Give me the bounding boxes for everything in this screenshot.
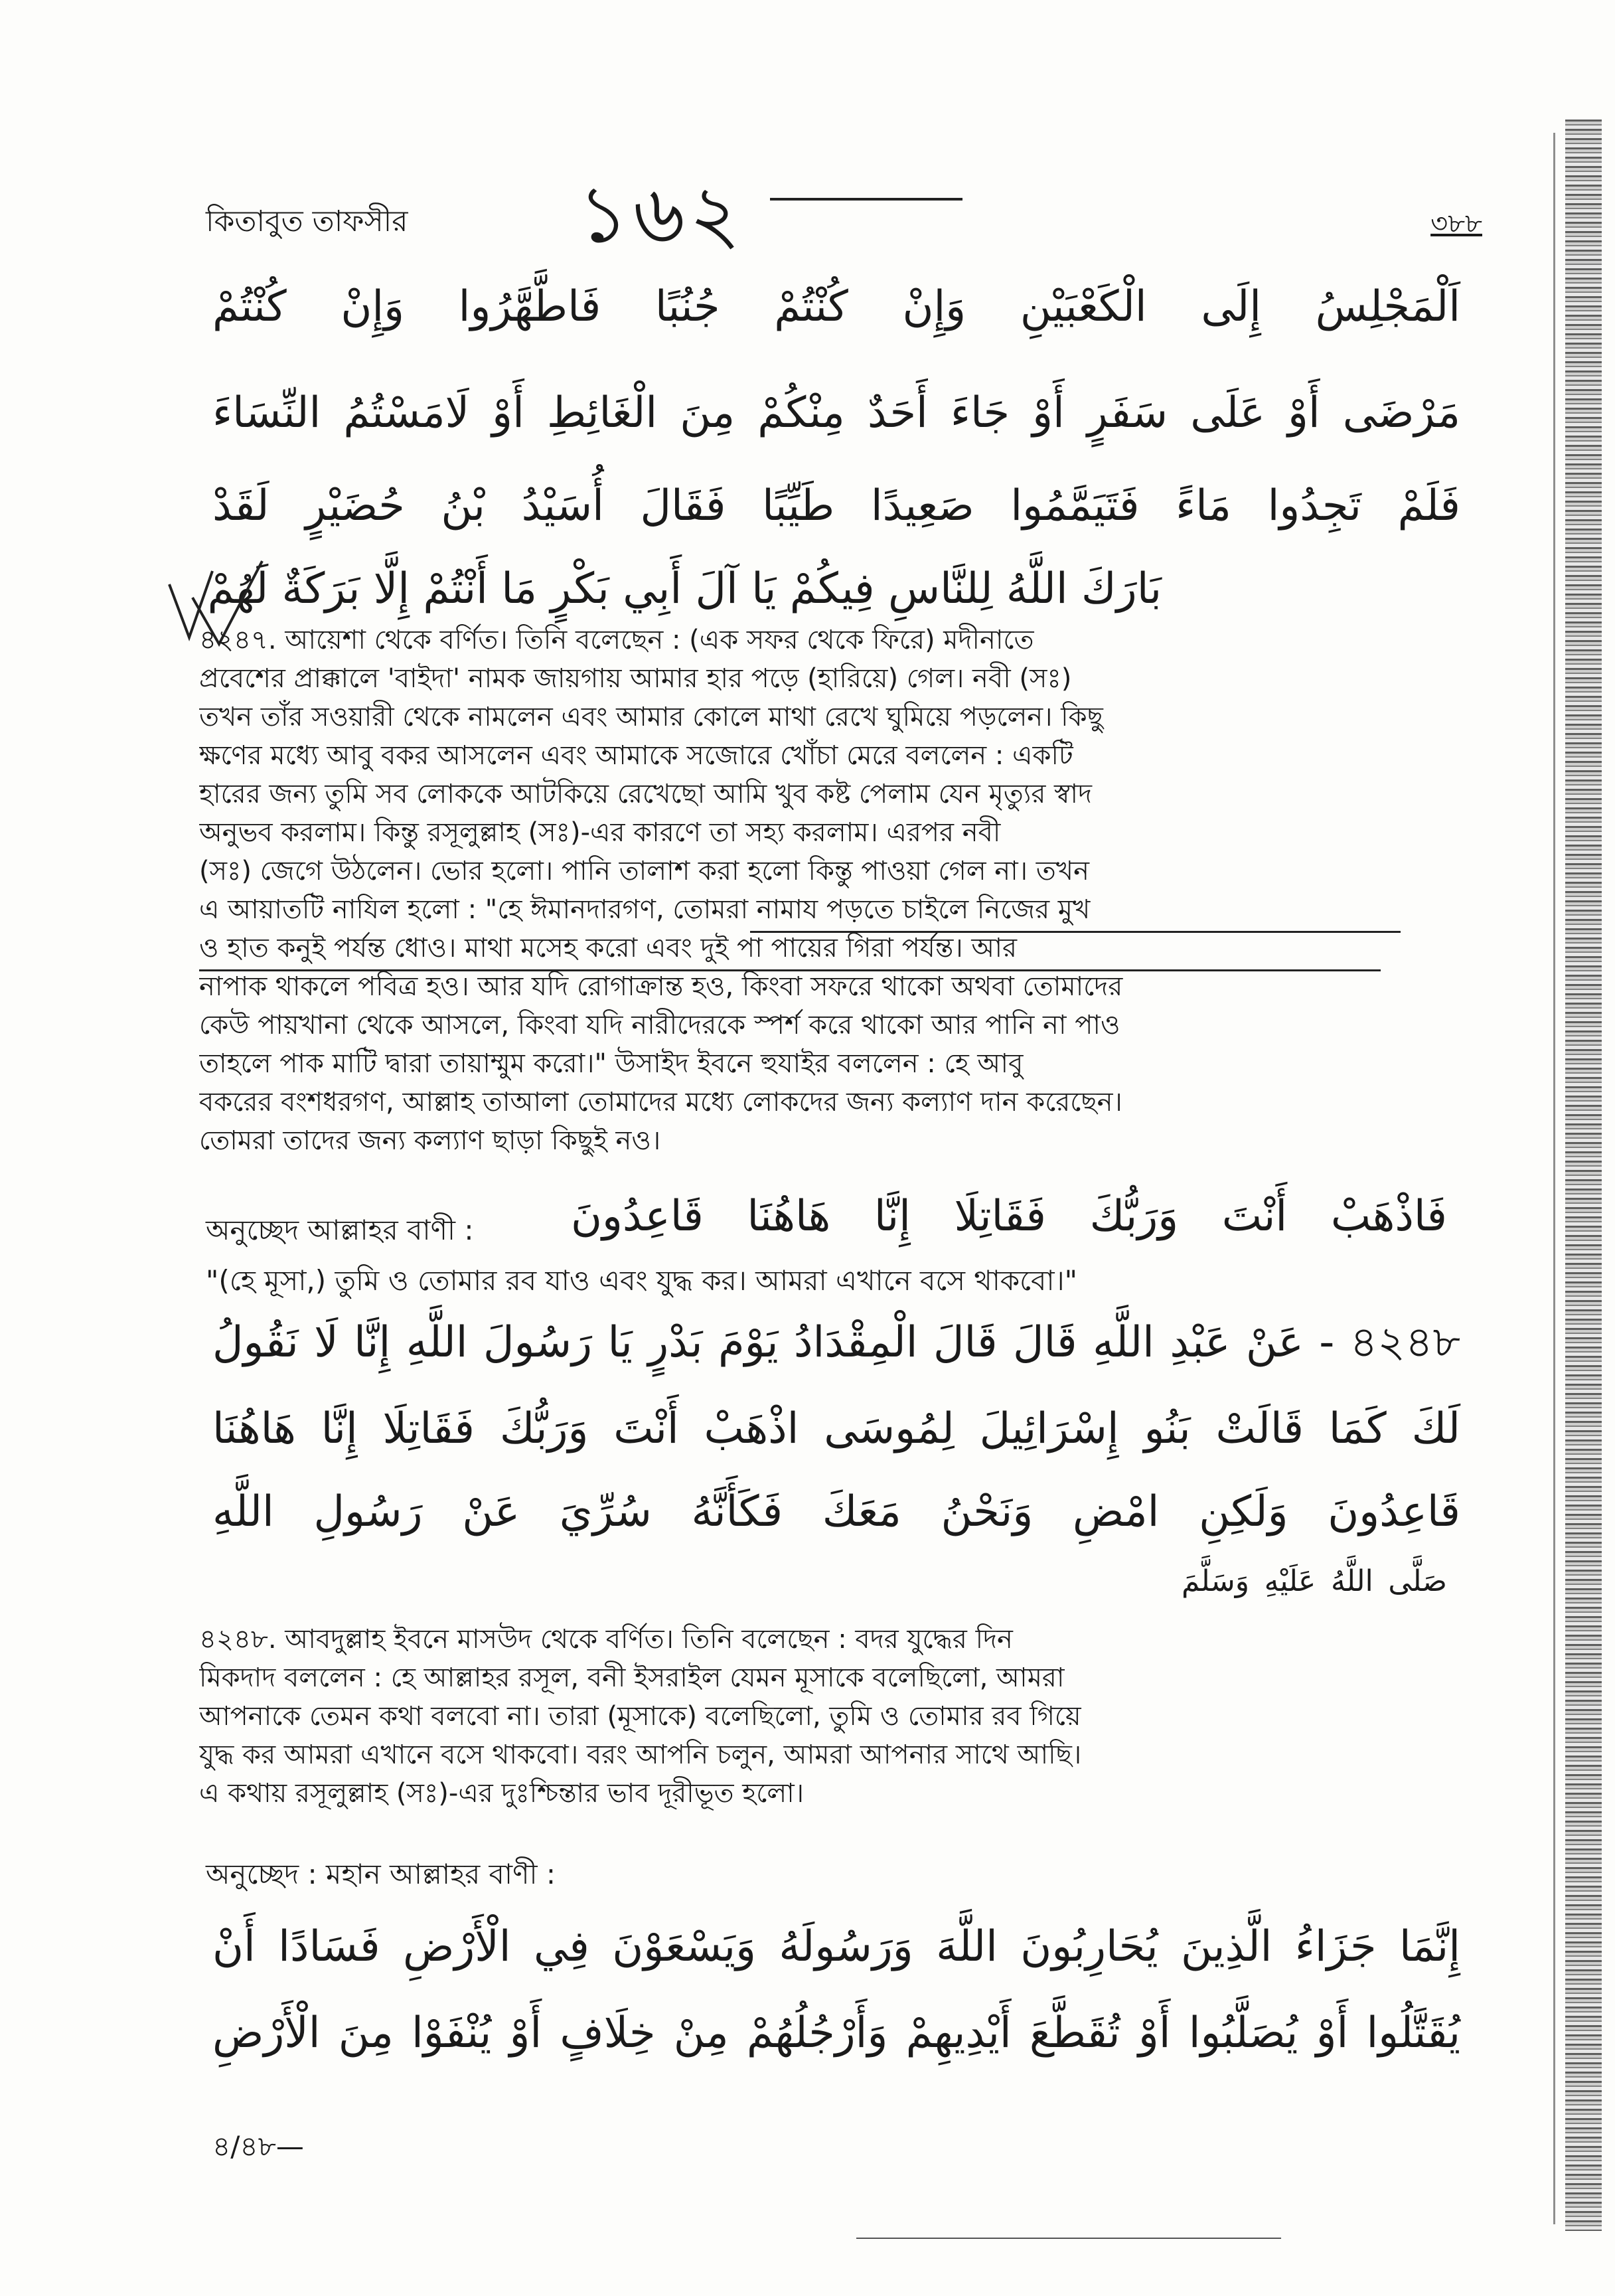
text-line: অনুভব করলাম। কিন্তু রসূলুল্লাহ (সঃ)-এর কারণে তা সহ্য করলাম। এরপর নবী xyxy=(199,817,1001,848)
text-line: প্রবেশের প্রাক্কালে 'বাইদা' নামক জায়গায় আমার হার পড়ে (হারিয়ে) গেল। নবী (সঃ) xyxy=(199,663,1072,694)
bottom-rule xyxy=(856,2238,1281,2239)
hadith-4248 xyxy=(199,1620,1467,1813)
pen-underline xyxy=(750,931,1401,933)
pen-underline xyxy=(199,969,1381,971)
arabic-line: قَاعِدُونَ وَلَكِنِ امْضِ وَنَحْنُ مَعَكَ فَكَأَنَّهُ سُرِّيَ عَنْ رَسُولِ اللَّهِ xyxy=(212,1487,1460,1536)
text-line: তোমরা তাদের জন্য কল্যাণ ছাড়া কিছুই নও। xyxy=(199,1125,661,1156)
arabic-line: بَارَكَ اللَّهُ لِلنَّاسِ فِيكُمْ يَا آلَ أَبِي بَكْرٍ مَا أَنْتُمْ إِلَّا بَرَكَةٌ لَهُمْ xyxy=(207,564,1162,614)
text-line: ৪২৪৮. আবদুল্লাহ ইবনে মাসউদ থেকে বর্ণিত। তিনি বলেছেন : বদর যুদ্ধের দিন xyxy=(199,1624,1013,1655)
text-line: হারের জন্য তুমি সব লোককে আটকিয়ে রেখেছো আমি খুব কষ্ট পেলাম যেন মৃত্যুর স্বাদ xyxy=(199,779,1093,809)
text-line: (সঃ) জেগে উঠলেন। ভোর হলো। পানি তালাশ করা হলো কিন্তু পাওয়া গেল না। তখন xyxy=(199,856,1089,886)
text-line: মিকদাদ বললেন : হে আল্লাহর রসূল, বনী ইসরাইল যেমন মূসাকে বলেছিলো, আমরা xyxy=(199,1663,1065,1693)
arabic-line: اَلْمَجْلِسُ إِلَى الْكَعْبَيْنِ وَإِنْ كُنْتُمْ جُنُبًا فَاطَّهَّرُوا وَإِنْ كُنْتُمْ xyxy=(212,282,1460,331)
signature-mark: ৪/৪৮— xyxy=(212,2130,304,2163)
text-line: আপনাকে তেমন কথা বলবো না। তারা (মূসাকে) বলেছিলো, তুমি ও তোমার রব গিয়ে xyxy=(199,1701,1081,1732)
section-heading: অনুচ্ছেদ : মহান আল্লাহর বাণী : xyxy=(206,1858,556,1890)
arabic-line: إِنَّمَا جَزَاءُ الَّذِينَ يُحَارِبُونَ اللَّهَ وَرَسُولَهُ وَيَسْعَوْنَ فِي الْأَرْضِ فَسَادًا أَنْ xyxy=(212,1922,1460,1971)
arabic-line: ৪২৪৮ - عَنْ عَبْدِ اللَّهِ قَالَ قَالَ الْمِقْدَادُ يَوْمَ بَدْرٍ يَا رَسُولَ اللَّهِ إِنَّا لَا نَقُولُ xyxy=(212,1318,1460,1367)
text-line: তখন তাঁর সওয়ারী থেকে নামলেন এবং আমার কোলে মাথা রেখে ঘুমিয়ে পড়লেন। কিছু xyxy=(199,702,1103,732)
handwritten-folio-number: ১৬২ xyxy=(577,169,745,261)
page-number: ৩৮৮ xyxy=(1430,208,1482,239)
text-line: যুদ্ধ কর আমরা এখানে বসে থাকবো। বরং আপনি চলুন, আমরা আপনার সাথে আছি। xyxy=(199,1740,1082,1770)
text-line: এ কথায় রসূলুল্লাহ (সঃ)-এর দুঃশ্চিন্তার ভাব দূরীভূত হলো। xyxy=(199,1778,805,1809)
text-line: নাপাক থাকলে পবিত্র হও। আর যদি রোগাক্রান্ত হও, কিংবা সফরে থাকো অথবা তোমাদের xyxy=(199,971,1123,1002)
hadith-4247 xyxy=(199,621,1467,1160)
text-line: বকরের বংশধরগণ, আল্লাহ তাআলা তোমাদের মধ্যে লোকদের জন্য কল্যাণ দান করেছেন। xyxy=(199,1087,1122,1117)
arabic-line: يُقَتَّلُوا أَوْ يُصَلَّبُوا أَوْ تُقَطَّعَ أَيْدِيهِمْ وَأَرْجُلُهُمْ مِنْ خِلَافٍ أَوْ يُنْفَوْا مِنَ الْأَرْضِ xyxy=(212,2009,1460,2058)
text-line: কেউ পায়খানা থেকে আসলে, কিংবা যদি নারীদেরকে স্পর্শ করে থাকো আর পানি না পাও xyxy=(199,1010,1120,1040)
verse-translation: "(হে মূসা,) তুমি ও তোমার রব যাও এবং যুদ্ধ কর। আমরা এখানে বসে থাকবো।" xyxy=(206,1264,1077,1297)
arabic-line: فَلَمْ تَجِدُوا مَاءً فَتَيَمَّمُوا صَعِيدًا طَيِّبًا فَقَالَ أُسَيْدُ بْنُ حُضَيْرٍ لَقَدْ xyxy=(212,481,1460,531)
binding-line xyxy=(1553,133,1555,2224)
section-heading: অনুচ্ছেদ আল্লাহর বাণী : xyxy=(206,1214,474,1246)
text-line: তাহলে পাক মাটি দ্বারা তায়াম্মুম করো।" উসাইদ ইবনে হুযাইর বললেন : হে আবু xyxy=(199,1048,1024,1079)
text-line: ও হাত কনুই পর্যন্ত ধোও। মাথা মসেহ করো এবং দুই পা পায়ের গিরা পর্যন্ত। আর xyxy=(199,933,1018,963)
binding-edge xyxy=(1565,120,1602,2231)
running-title: কিতাবুত তাফসীর xyxy=(206,205,408,238)
arabic-line: مَرْضَى أَوْ عَلَى سَفَرٍ أَوْ جَاءَ أَحَدٌ مِنْكُمْ مِنَ الْغَائِطِ أَوْ لَامَسْتُمُ النِّسَاءَ xyxy=(212,388,1460,438)
folio-underline xyxy=(770,198,962,201)
arabic-verse: فَاذْهَبْ أَنْتَ وَرَبُّكَ فَقَاتِلَا إِنَّا هَاهُنَا قَاعِدُونَ xyxy=(571,1192,1447,1241)
text-line: ক্ষণের মধ্যে আবু বকর আসলেন এবং আমাকে সজোরে খোঁচা মেরে বললেন : একটি xyxy=(199,740,1073,771)
text-line: ৪২৪৭. আয়েশা থেকে বর্ণিত। তিনি বলেছেন : (এক সফর থেকে ফিরে) মদীনাতে xyxy=(199,625,1034,655)
arabic-salutation: صَلَّى اللَّهُ عَلَيْهِ وَسَلَّمَ xyxy=(1182,1564,1447,1598)
text-line: এ আয়াতটি নাযিল হলো : "হে ঈমানদারগণ, তোমরা নামায পড়তে চাইলে নিজের মুখ xyxy=(199,894,1091,925)
arabic-line: لَكَ كَمَا قَالَتْ بَنُو إِسْرَائِيلَ لِمُوسَى اذْهَبْ أَنْتَ وَرَبُّكَ فَقَاتِلَا إِنَّا هَاهُنَا xyxy=(212,1404,1460,1453)
